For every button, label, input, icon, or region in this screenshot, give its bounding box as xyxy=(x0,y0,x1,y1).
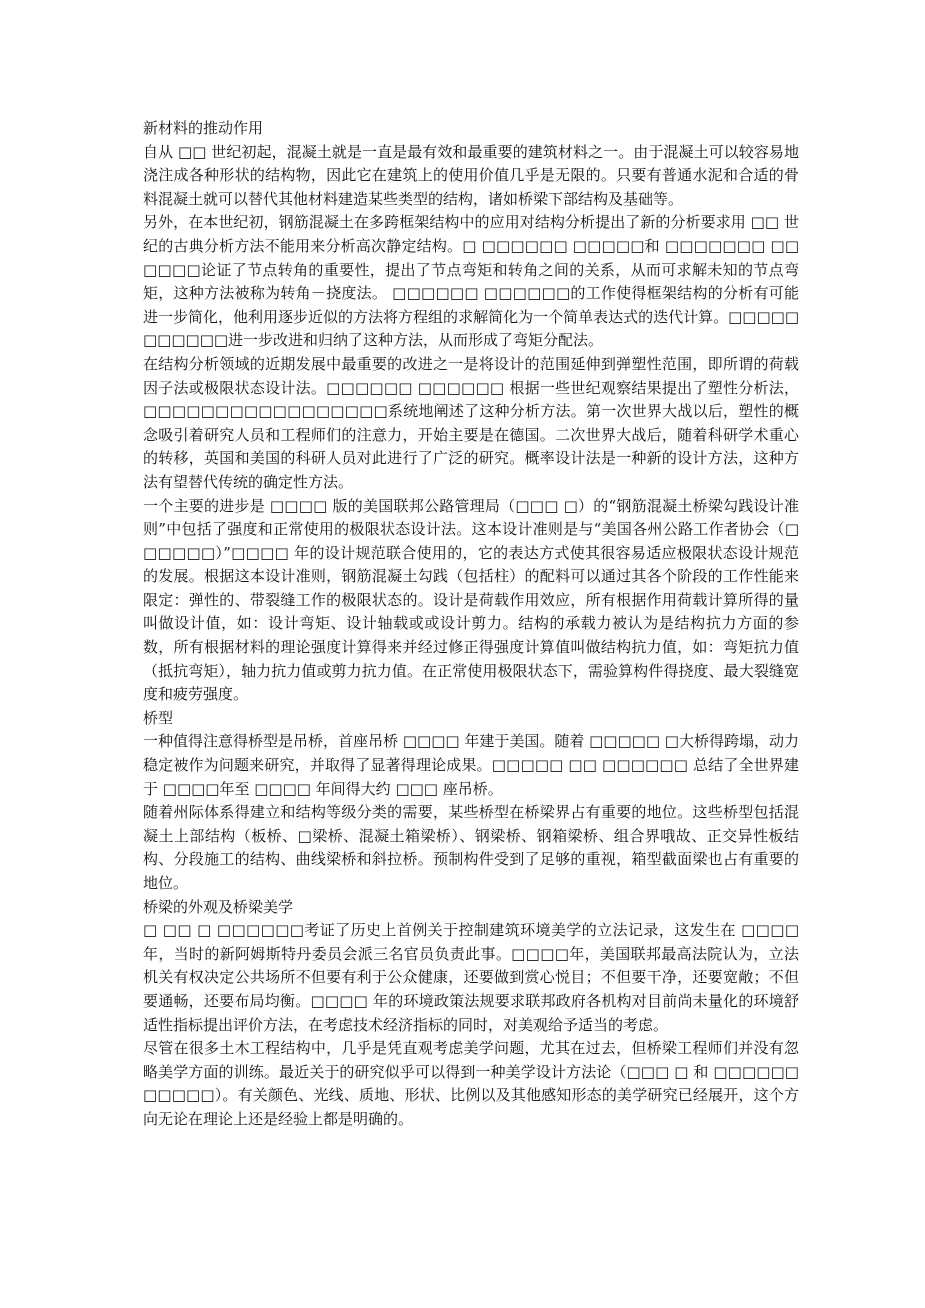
paragraph: 随着州际体系得建立和结构等级分类的需要，某些桥型在桥梁界占有重要的地位。这些桥型包括混凝土上部结构（板桥、□梁桥、混凝土箱梁桥）、钢梁桥、钢箱梁桥、组合界哦故、正交异性板结构、分段施工的结构、曲线梁桥和斜拉桥。预制构件受到了足够的重视，箱型截面梁也占有重要的地位。 xyxy=(143,803,799,892)
paragraph: □ □□ □ □□□□□□考证了历史上首例关于控制建筑环境美学的立法记录，这发生在 □□□□年，当时的新阿姆斯特丹委员会派三名官员负责此事。□□□□年，美国联邦最高法院认为，立法机关有权决定公共场所不但要有利于公众健康，还要做到赏心悦目；不但要干净，还要宽敞；不但要通畅，还要布局均衡。□□□□ 年的环境政策法规要求联邦政府各机构对目前尚未量化的环境舒适性指标提出评价方法，在考虑技术经济指标的同时，对美观给予适当的考虑。 xyxy=(143,921,799,1034)
section-heading-bridge-aesthetics: 桥梁的外观及桥梁美学 xyxy=(143,897,294,916)
paragraph: 一种值得注意得桥型是吊桥，首座吊桥 □□□□ 年建于美国。随着 □□□□□ □大桥得跨塌，动力稳定被作为问题来研究，并取得了显著得理论成果。□□□□□ □□ □□□□□□ 总结了全世界建于 □□□□年至 □□□□ 年间得大约 □□□ 座吊桥。 xyxy=(143,732,799,798)
paragraph: 一个主要的进步是 □□□□ 版的美国联邦公路管理局（□□□ □）的“钢筋混凝土桥梁勾践设计准则”中包括了强度和正常使用的极限状态设计法。这本设计准则是与“美国各州公路工作者协会（□□□□□□）”□□□□ 年的设计规范联合使用的，它的表达方式使其很容易适应极限状态设计规范的发展。根据这本设计准则，钢筋混凝土勾践（包括柱）的配料可以通过其各个阶段的工作性能来限定：弹性的、带裂缝工作的极限状态的。设计是荷载作用效应，所有根据作用荷载计算所得的量叫做设计值，如：设计弯矩、设计轴载或或设计剪力。结构的承载力被认为是结构抗力方面的参数，所有根据材料的理论强度计算得来并经过修正得强度计算值叫做结构抗力值，如：弯矩抗力值（抵抗弯矩），轴力抗力值或剪力抗力值。在正常使用极限状态下，需验算构件得挠度、最大裂缝宽度和疲劳强度。 xyxy=(143,496,799,704)
paragraph: 尽管在很多土木工程结构中，几乎是凭直观考虑美学问题，尤其在过去，但桥梁工程师们并没有忽略美学方面的训练。最近关于的研究似乎可以得到一种美学设计方法论（□□□ □ 和 □□□□□□□□□□□）。有关颜色、光线、质地、形状、比例以及其他感知形态的美学研究已经展开，这个方向无论在理论上还是经验上都是明确的。 xyxy=(143,1039,799,1128)
section-heading-bridge-types: 桥型 xyxy=(143,708,174,727)
section-heading-new-materials: 新材料的推动作用 xyxy=(143,119,264,137)
paragraph: 自从 □□ 世纪初起，混凝土就是一直是最有效和最重要的建筑材料之一。由于混凝土可以较容易地浇注成各种形状的结构物，因此它在建筑上的使用价值几乎是无限的。只要有普通水泥和合适的骨料混凝土就可以替代其他材料建造某些类型的结构，诸如桥梁下部结构及基础等。 xyxy=(143,142,799,208)
paragraph: 在结构分析领域的近期发展中最重要的改进之一是将设计的范围延伸到弹塑性范围，即所谓的荷载因子法或极限状态设计法。□□□□□□ □□□□□□ 根据一些世纪观察结果提出了塑性分析法，□□□□□□□□□□□□□□□□□系统地阐述了这种分析方法。第一次世界大战以后，塑性的概念吸引着研究人员和工程师们的注意力，开始主要是在德国。二次世界大战后，随着科研学术重心的转移，英国和美国的科研人员对此进行了广泛的研究。概率设计法是一种新的设计方法，这种方法有望替代传统的确定性方法。 xyxy=(143,354,799,491)
paragraph: 另外，在本世纪初，钢筋混凝土在多跨框架结构中的应用对结构分析提出了新的分析要求用 □□ 世纪的古典分析方法不能用来分析高次静定结构。□ □□□□□□ □□□□□和 □□□□□□□ □□□□□□论证了节点转角的重要性，提出了节点弯矩和转角之间的关系，从而可求解未知的节点弯矩，这种方法被称为转角－挠度法。 □□□□□□ □□□□□□的工作使得框架结构的分析有可能进一步简化，他利用逐步近似的方法将方程组的求解简化为一个简单表达式的迭代计算。□□□□□ □□□□□□进一步改进和归纳了这种方法，从而形成了弯矩分配法。 xyxy=(143,213,799,350)
document-body xyxy=(143,117,799,1132)
